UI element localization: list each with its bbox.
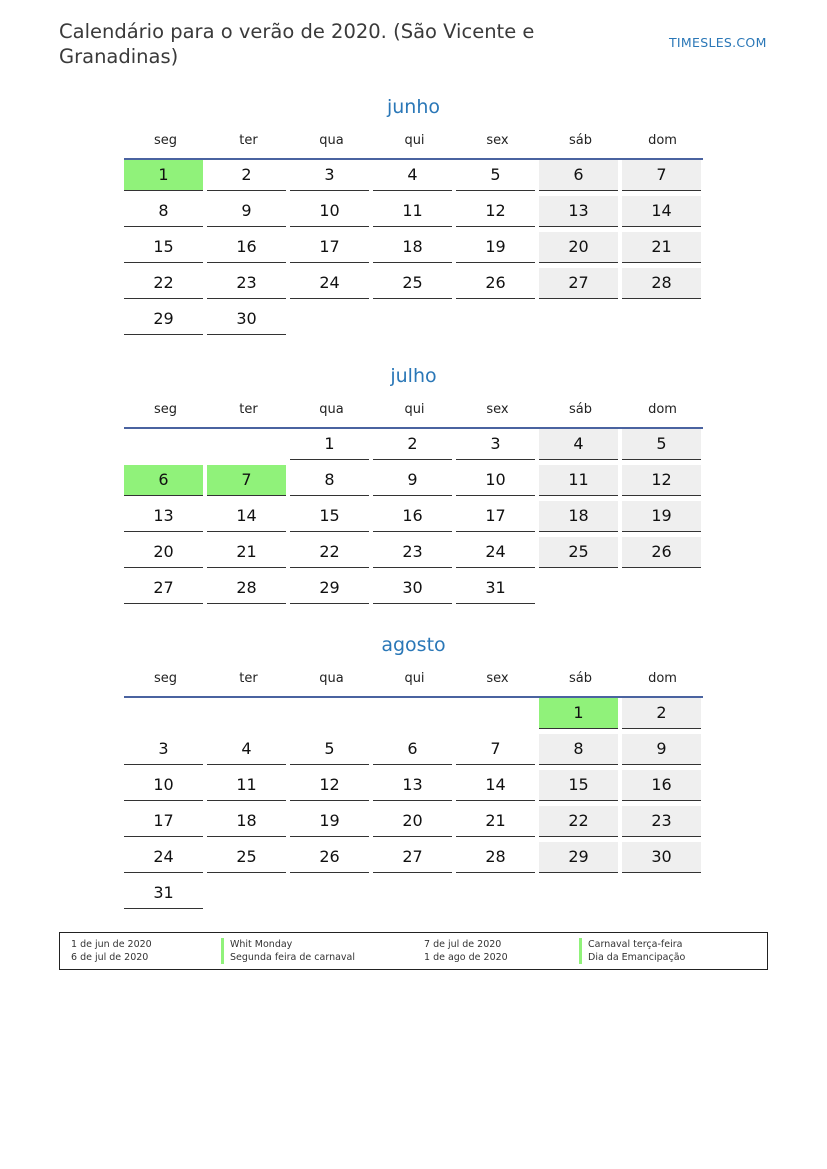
day-cell: 15 [539, 770, 618, 801]
day-cell: 2 [622, 698, 701, 729]
day-cell: 28 [456, 842, 535, 873]
day-cell: 13 [373, 770, 452, 801]
legend-date: 6 de jul de 2020 [71, 952, 149, 963]
day-cell: 9 [622, 734, 701, 765]
day-cell: 19 [290, 806, 369, 837]
day-cell: 4 [539, 429, 618, 460]
weekday-label: sex [486, 402, 509, 417]
empty-day-cell [124, 429, 203, 460]
week-row [124, 304, 703, 340]
weekday-label: qui [404, 671, 425, 686]
weekday-label: sáb [569, 402, 592, 417]
day-cell: 29 [124, 304, 203, 335]
legend-holiday-name: Carnaval terça-feira [579, 938, 682, 951]
weekday-label: seg [153, 671, 178, 686]
day-cell: 14 [622, 196, 701, 227]
day-cell: 10 [290, 196, 369, 227]
month-june [124, 94, 703, 340]
day-cell: 12 [622, 465, 701, 496]
day-cell: 17 [124, 806, 203, 837]
weekday-label: seg [153, 402, 178, 417]
day-cell: 26 [622, 537, 701, 568]
day-cell: 20 [124, 537, 203, 568]
week-row [124, 734, 703, 770]
day-cell: 30 [207, 304, 286, 335]
day-cell: 20 [373, 806, 452, 837]
month-name: junho [386, 96, 441, 118]
day-cell: 26 [456, 268, 535, 299]
month-july [124, 363, 703, 609]
day-cell: 24 [290, 268, 369, 299]
weekday-label: sex [486, 671, 509, 686]
day-cell: 3 [290, 160, 369, 191]
month-name: julho [390, 365, 437, 387]
day-cell: 22 [539, 806, 618, 837]
day-cell: 4 [373, 160, 452, 191]
empty-day-cell [622, 878, 701, 909]
day-cell: 29 [290, 573, 369, 604]
weekday-label: sex [486, 133, 509, 148]
empty-day-cell [373, 698, 452, 729]
day-cell: 7 [622, 160, 701, 191]
weekday-label: sáb [569, 671, 592, 686]
page-title: Calendário para o verão de 2020. (São Vicente e Granadinas) [59, 20, 535, 68]
day-cell: 28 [622, 268, 701, 299]
empty-day-cell [207, 429, 286, 460]
legend-holiday-name: Whit Monday [221, 938, 292, 951]
empty-day-cell [456, 878, 535, 909]
day-cell: 24 [456, 537, 535, 568]
day-cell: 6 [539, 160, 618, 191]
day-cell: 10 [456, 465, 535, 496]
day-cell: 14 [207, 501, 286, 532]
weekday-header [124, 402, 703, 418]
day-cell: 20 [539, 232, 618, 263]
day-cell: 30 [373, 573, 452, 604]
empty-day-cell [622, 304, 701, 335]
day-cell: 1 [290, 429, 369, 460]
day-cell: 6 [373, 734, 452, 765]
day-cell: 5 [290, 734, 369, 765]
day-cell: 14 [456, 770, 535, 801]
day-cell: 1 [539, 698, 618, 729]
weekday-label: qua [319, 133, 344, 148]
day-cell: 11 [207, 770, 286, 801]
day-cell: 21 [622, 232, 701, 263]
legend-holiday-name: Segunda feira de carnaval [221, 951, 355, 964]
day-cell: 13 [124, 501, 203, 532]
week-row [124, 770, 703, 806]
day-cell: 16 [622, 770, 701, 801]
month-august [124, 632, 703, 914]
day-cell: 16 [373, 501, 452, 532]
empty-day-cell [290, 698, 369, 729]
weekday-label: ter [239, 671, 258, 686]
week-row [124, 878, 703, 914]
empty-day-cell [539, 304, 618, 335]
empty-day-cell [622, 573, 701, 604]
week-row [124, 698, 703, 734]
day-cell: 1 [124, 160, 203, 191]
day-cell: 28 [207, 573, 286, 604]
day-cell: 10 [124, 770, 203, 801]
weekday-label: dom [648, 671, 677, 686]
legend-holiday-name: Dia da Emancipação [579, 951, 685, 964]
day-cell: 16 [207, 232, 286, 263]
weekday-label: qua [319, 671, 344, 686]
day-cell: 27 [124, 573, 203, 604]
day-cell: 3 [124, 734, 203, 765]
week-row [124, 806, 703, 842]
day-cell: 5 [456, 160, 535, 191]
day-cell: 12 [456, 196, 535, 227]
empty-day-cell [290, 878, 369, 909]
brand-link[interactable]: TIMESLES.COM [669, 35, 767, 50]
day-cell: 8 [124, 196, 203, 227]
weekday-header [124, 671, 703, 687]
day-cell: 6 [124, 465, 203, 496]
day-cell: 4 [207, 734, 286, 765]
week-row [124, 537, 703, 573]
day-cell: 8 [539, 734, 618, 765]
day-cell: 25 [207, 842, 286, 873]
day-cell: 7 [207, 465, 286, 496]
day-cell: 23 [207, 268, 286, 299]
legend-date: 7 de jul de 2020 [424, 939, 502, 950]
week-row [124, 501, 703, 537]
weekday-label: dom [648, 133, 677, 148]
day-cell: 2 [207, 160, 286, 191]
weekday-label: ter [239, 133, 258, 148]
day-cell: 22 [124, 268, 203, 299]
day-cell: 7 [456, 734, 535, 765]
week-row [124, 465, 703, 501]
day-cell: 12 [290, 770, 369, 801]
weekday-label: ter [239, 402, 258, 417]
weekday-label: qui [404, 133, 425, 148]
empty-day-cell [373, 304, 452, 335]
day-cell: 2 [373, 429, 452, 460]
day-cell: 18 [207, 806, 286, 837]
empty-day-cell [290, 304, 369, 335]
day-cell: 19 [622, 501, 701, 532]
day-cell: 13 [539, 196, 618, 227]
holiday-legend [59, 932, 768, 970]
day-cell: 11 [373, 196, 452, 227]
week-row [124, 429, 703, 465]
day-cell: 30 [622, 842, 701, 873]
day-cell: 9 [207, 196, 286, 227]
day-cell: 23 [622, 806, 701, 837]
day-cell: 18 [539, 501, 618, 532]
day-cell: 25 [539, 537, 618, 568]
day-cell: 27 [539, 268, 618, 299]
day-cell: 9 [373, 465, 452, 496]
legend-date: 1 de jun de 2020 [71, 939, 152, 950]
weekday-label: sáb [569, 133, 592, 148]
weekday-label: qua [319, 402, 344, 417]
day-cell: 21 [207, 537, 286, 568]
week-row [124, 160, 703, 196]
weekday-label: qui [404, 402, 425, 417]
weekday-label: dom [648, 402, 677, 417]
week-row [124, 232, 703, 268]
day-cell: 18 [373, 232, 452, 263]
day-cell: 15 [290, 501, 369, 532]
day-cell: 22 [290, 537, 369, 568]
day-cell: 19 [456, 232, 535, 263]
day-cell: 31 [124, 878, 203, 909]
day-cell: 27 [373, 842, 452, 873]
day-cell: 26 [290, 842, 369, 873]
day-cell: 24 [124, 842, 203, 873]
week-row [124, 268, 703, 304]
day-cell: 21 [456, 806, 535, 837]
day-cell: 17 [290, 232, 369, 263]
empty-day-cell [539, 573, 618, 604]
empty-day-cell [207, 698, 286, 729]
empty-day-cell [373, 878, 452, 909]
empty-day-cell [124, 698, 203, 729]
weekday-header [124, 133, 703, 149]
day-cell: 11 [539, 465, 618, 496]
weekday-label: seg [153, 133, 178, 148]
week-row [124, 842, 703, 878]
empty-day-cell [456, 304, 535, 335]
day-cell: 25 [373, 268, 452, 299]
day-cell: 15 [124, 232, 203, 263]
legend-date: 1 de ago de 2020 [424, 952, 508, 963]
empty-day-cell [456, 698, 535, 729]
day-cell: 8 [290, 465, 369, 496]
empty-day-cell [207, 878, 286, 909]
day-cell: 29 [539, 842, 618, 873]
day-cell: 17 [456, 501, 535, 532]
day-cell: 5 [622, 429, 701, 460]
day-cell: 23 [373, 537, 452, 568]
day-cell: 31 [456, 573, 535, 604]
empty-day-cell [539, 878, 618, 909]
month-name: agosto [381, 634, 446, 656]
day-cell: 3 [456, 429, 535, 460]
week-row [124, 573, 703, 609]
week-row [124, 196, 703, 232]
